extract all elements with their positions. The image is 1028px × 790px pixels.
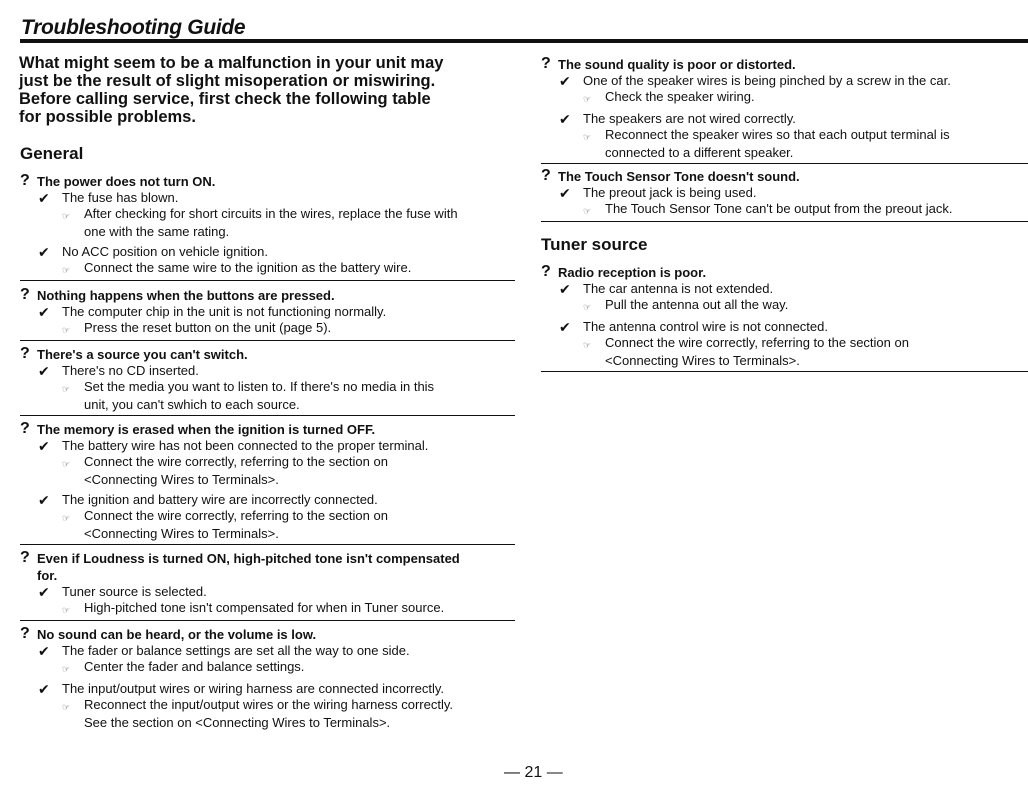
- pointing-hand-icon: ☞: [62, 605, 71, 615]
- pointing-hand-icon: ☞: [583, 132, 592, 142]
- problem-title: No sound can be heard, or the volume is low.: [37, 627, 317, 642]
- problem-sound-quality: [541, 56, 1028, 164]
- remedy-text: Connect the same wire to the ignition as the battery wire.: [84, 260, 412, 275]
- problem-title: Radio reception is poor.: [558, 265, 707, 280]
- check-icon: ✔: [559, 281, 571, 297]
- pointing-hand-icon: ☞: [62, 702, 71, 712]
- check-icon: ✔: [559, 319, 571, 335]
- cause-text: The car antenna is not extended.: [583, 281, 774, 296]
- remedy-text: Center the fader and balance settings.: [84, 659, 305, 674]
- problem-title: The Touch Sensor Tone doesn't sound.: [558, 169, 800, 184]
- remedy-text: Connect the wire correctly, referring to the section on: [605, 335, 909, 350]
- pointing-hand-icon: ☞: [583, 206, 592, 216]
- remedy-text-cont: <Connecting Wires to Terminals>.: [605, 353, 800, 368]
- question-mark-icon: ?: [20, 420, 30, 437]
- remedy-text: Set the media you want to listen to. If there's no media in this: [84, 379, 435, 394]
- remedy-text: Reconnect the speaker wires so that each output terminal is: [605, 127, 950, 142]
- remedy-text: Connect the wire correctly, referring to the section on: [84, 508, 388, 523]
- cause-text: The preout jack is being used.: [583, 185, 757, 200]
- pointing-hand-icon: ☞: [583, 302, 592, 312]
- question-mark-icon: ?: [541, 263, 551, 280]
- problem-source: [20, 346, 515, 416]
- remedy-text: Press the reset button on the unit (page 5).: [84, 320, 332, 335]
- problem-no-sound: [20, 626, 515, 731]
- cause-text: The fuse has blown.: [62, 190, 179, 205]
- check-icon: ✔: [38, 438, 50, 454]
- cause-text: The input/output wires or wiring harness are connected incorrectly.: [62, 681, 445, 696]
- divider: [20, 620, 515, 621]
- problem-title: Nothing happens when the buttons are pressed.: [37, 288, 335, 303]
- divider: [20, 340, 515, 341]
- remedy-text: After checking for short circuits in the wires, replace the fuse with: [84, 206, 458, 221]
- check-icon: ✔: [38, 681, 50, 697]
- pointing-hand-icon: ☞: [583, 340, 592, 350]
- problem-title-cont: for.: [37, 568, 58, 583]
- divider: [541, 371, 1028, 372]
- check-icon: ✔: [38, 584, 50, 600]
- intro-line: What might seem to be a malfunction in your unit may: [19, 54, 444, 72]
- pointing-hand-icon: ☞: [62, 513, 71, 523]
- problem-buttons: [20, 287, 515, 341]
- check-icon: ✔: [38, 244, 50, 260]
- remedy-text-cont: <Connecting Wires to Terminals>.: [84, 472, 279, 487]
- cause-text: There's no CD inserted.: [62, 363, 199, 378]
- intro-text: [19, 54, 529, 126]
- check-icon: ✔: [38, 492, 50, 508]
- question-mark-icon: ?: [20, 549, 30, 566]
- divider: [20, 415, 515, 416]
- remedy-text: The Touch Sensor Tone can't be output from the preout jack.: [605, 201, 953, 216]
- divider: [20, 544, 515, 545]
- page-number: — 21 —: [504, 764, 563, 781]
- problem-title: The memory is erased when the ignition is turned OFF.: [37, 422, 376, 437]
- remedy-text-cont: <Connecting Wires to Terminals>.: [84, 526, 279, 541]
- pointing-hand-icon: ☞: [62, 664, 71, 674]
- cause-text: The ignition and battery wire are incorrectly connected.: [62, 492, 378, 507]
- intro-line: just be the result of slight misoperation or miswiring.: [19, 72, 436, 90]
- problem-title: There's a source you can't switch.: [37, 347, 248, 362]
- pointing-hand-icon: ☞: [62, 211, 71, 221]
- cause-text: Tuner source is selected.: [62, 584, 207, 599]
- page-title: Troubleshooting Guide: [21, 16, 246, 39]
- remedy-text-cont: unit, you can't swhich to each source.: [84, 397, 300, 412]
- question-mark-icon: ?: [20, 345, 30, 362]
- cause-text: The computer chip in the unit is not functioning normally.: [62, 304, 387, 319]
- remedy-text: Pull the antenna out all the way.: [605, 297, 789, 312]
- question-mark-icon: ?: [541, 55, 551, 72]
- check-icon: ✔: [38, 304, 50, 320]
- check-icon: ✔: [38, 363, 50, 379]
- problem-title: The power does not turn ON.: [37, 174, 216, 189]
- remedy-text-cont: connected to a different speaker.: [605, 145, 794, 160]
- question-mark-icon: ?: [20, 172, 30, 189]
- intro-line: for possible problems.: [19, 108, 196, 126]
- remedy-text: Check the speaker wiring.: [605, 89, 755, 104]
- check-icon: ✔: [559, 73, 571, 89]
- pointing-hand-icon: ☞: [62, 384, 71, 394]
- remedy-text: Reconnect the input/output wires or the wiring harness correctly.: [84, 697, 453, 712]
- pointing-hand-icon: ☞: [62, 265, 71, 275]
- cause-text: The battery wire has not been connected to the proper terminal.: [62, 438, 429, 453]
- cause-text: One of the speaker wires is being pinched by a screw in the car.: [583, 73, 951, 88]
- problem-touch-sensor: [541, 168, 1028, 222]
- cause-text: The fader or balance settings are set all the way to one side.: [62, 643, 410, 658]
- cause-text: No ACC position on vehicle ignition.: [62, 244, 268, 259]
- divider: [541, 221, 1028, 222]
- section-heading-general: General: [20, 144, 84, 163]
- cause-text: The antenna control wire is not connected.: [583, 319, 828, 334]
- problem-radio-reception: [541, 264, 1028, 372]
- remedy-text-cont: one with the same rating.: [84, 224, 230, 239]
- pointing-hand-icon: ☞: [583, 94, 592, 104]
- check-icon: ✔: [559, 111, 571, 127]
- problem-memory: [20, 421, 515, 545]
- section-heading-tuner: Tuner source: [541, 235, 648, 254]
- cause-text: The speakers are not wired correctly.: [583, 111, 796, 126]
- intro-line: Before calling service, first check the following table: [19, 90, 431, 108]
- problem-title: The sound quality is poor or distorted.: [558, 57, 796, 72]
- remedy-text-cont: See the section on <Connecting Wires to Terminals>.: [84, 715, 391, 730]
- question-mark-icon: ?: [20, 625, 30, 642]
- check-icon: ✔: [559, 185, 571, 201]
- pointing-hand-icon: ☞: [62, 325, 71, 335]
- pointing-hand-icon: ☞: [62, 459, 71, 469]
- remedy-text: High-pitched tone isn't compensated for when in Tuner source.: [84, 600, 445, 615]
- divider: [20, 280, 515, 281]
- remedy-text: Connect the wire correctly, referring to the section on: [84, 454, 388, 469]
- problem-power: [20, 173, 515, 281]
- problem-loudness: [20, 550, 515, 621]
- question-mark-icon: ?: [20, 286, 30, 303]
- divider: [541, 163, 1028, 164]
- check-icon: ✔: [38, 190, 50, 206]
- check-icon: ✔: [38, 643, 50, 659]
- title-rule: [20, 39, 1028, 43]
- problem-title: Even if Loudness is turned ON, high-pitched tone isn't compensated: [37, 551, 460, 566]
- question-mark-icon: ?: [541, 167, 551, 184]
